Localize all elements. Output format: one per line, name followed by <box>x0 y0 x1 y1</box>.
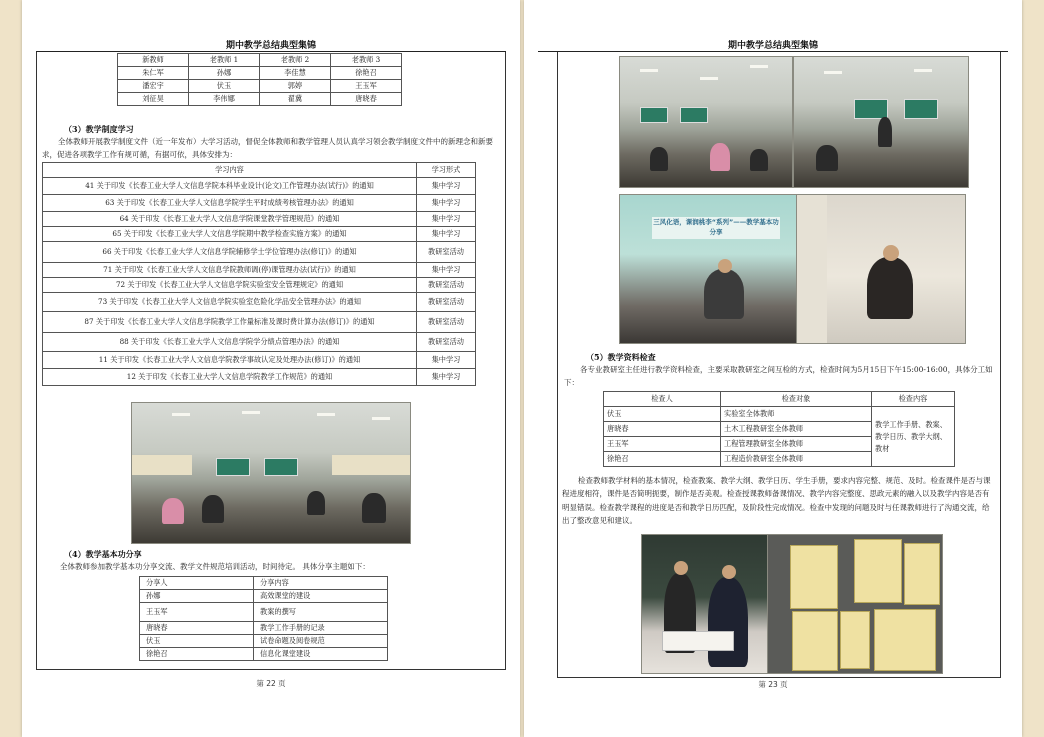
projector-screen <box>680 107 708 123</box>
head-shape <box>883 245 899 261</box>
table-row <box>118 80 402 93</box>
table-cell: 徐艳召 <box>140 648 254 661</box>
table-cell: 88 关于印发《长春工业大学人文信息学院学分绩点管理办法》的通知 <box>43 333 417 352</box>
document-shape <box>662 631 734 651</box>
table-row <box>140 603 388 622</box>
table-row <box>43 242 476 263</box>
page-number: 第 23 页 <box>758 680 788 689</box>
meeting-room-photo <box>619 56 793 188</box>
table-row <box>140 635 388 648</box>
table-cell: 72 关于印发《长春工业大学人文信息学院实验室安全管理规定》的通知 <box>43 278 417 293</box>
window-shape <box>332 455 410 475</box>
table-cell: 孙娜 <box>140 590 254 603</box>
table-cell: 伏玉 <box>189 80 260 93</box>
table-cell: 老教师 2 <box>260 54 331 67</box>
table-cell: 集中学习 <box>417 369 476 386</box>
page-number: 第 22 页 <box>256 679 286 688</box>
person-shape <box>650 147 668 171</box>
table-cell: 分享内容 <box>254 577 388 590</box>
table-row <box>118 93 402 106</box>
table-header-row <box>43 163 476 178</box>
page-header-title: 期中教学总结典型集锦 <box>225 41 316 51</box>
table-cell: 教学工作手册、教案、教学日历、教学大纲、教材 <box>872 407 955 467</box>
teaching-documents-photo <box>767 534 943 674</box>
ceiling-light-icon <box>700 77 718 80</box>
person-shape <box>878 117 892 147</box>
table-cell: 潘宏宇 <box>118 80 189 93</box>
ceiling-light-icon <box>372 417 390 420</box>
table-cell: 66 关于印发《长春工业大学人文信息学院辅修学士学位管理办法(修订)》的通知 <box>43 242 417 263</box>
table-header-row <box>604 392 955 407</box>
table-cell: 学习内容 <box>43 163 417 178</box>
table-row <box>43 352 476 369</box>
table-cell: 73 关于印发《长春工业大学人文信息学院实验室危险化学品安全管理办法》的通知 <box>43 293 417 312</box>
left-page <box>22 0 520 737</box>
mentor-pairing-table <box>117 53 402 106</box>
section-3-title: （3）教学制度学习 <box>64 124 134 134</box>
table-cell: 教研室活动 <box>417 312 476 333</box>
teacher-reading-photo <box>796 194 966 344</box>
table-cell: 唐晓春 <box>140 622 254 635</box>
table-cell: 孙娜 <box>189 67 260 80</box>
table-cell: 11 关于印发《长春工业大学人文信息学院教学事故认定及处理办法(修订)》的通知 <box>43 352 417 369</box>
person-shape <box>708 577 748 667</box>
ceiling-light-icon <box>242 411 260 414</box>
document-shape <box>840 611 870 669</box>
skill-sharing-presentation-photo <box>619 194 797 344</box>
table-row <box>140 622 388 635</box>
projector-screen <box>904 99 938 119</box>
table-row <box>43 212 476 227</box>
person-shape <box>202 495 224 523</box>
table-cell: 64 关于印发《长春工业大学人文信息学院课堂教学管理规范》的通知 <box>43 212 417 227</box>
ceiling-light-icon <box>640 69 658 72</box>
table-row <box>43 333 476 352</box>
table-row <box>43 263 476 278</box>
document-shape <box>854 539 902 603</box>
person-shape <box>162 498 184 524</box>
table-cell: 63 关于印发《长春工业大学人文信息学院学生平时成绩考核管理办法》的通知 <box>43 195 417 212</box>
inspection-assignment-table <box>603 391 955 467</box>
document-shape <box>874 609 936 671</box>
section-3-paragraph: 全体教师开展教学制度文件（近一年发布）大学习活动，督促全体教师和教学管理人员认真学习领会教学制度文件中的新理念和新要求，促进各项教学工作有规可循，有据可依，具体安排为： <box>42 137 493 159</box>
table-cell: 徐艳召 <box>604 452 721 467</box>
table-row <box>140 590 388 603</box>
table-cell: 12 关于印发《长春工业大学人文信息学院教学工作规范》的通知 <box>43 369 417 386</box>
table-row <box>43 227 476 242</box>
projector-screen <box>640 107 668 123</box>
table-cell: 翟冀 <box>260 93 331 106</box>
table-row <box>43 195 476 212</box>
table-row <box>140 648 388 661</box>
person-shape <box>750 149 768 171</box>
document-shape <box>790 545 838 609</box>
table-cell: 教研室活动 <box>417 242 476 263</box>
presentation-slide-title: 三风化语，课润桃李“系列”——教学基本功分享 <box>652 217 780 239</box>
table-cell: 教研室活动 <box>417 278 476 293</box>
section-5-details: 检查教师教学材料的基本情况，检查教案、教学大纲、教学日历、学生手册，要求内容完整、规范、及时。检查课件是否与课程进度相符，课件是否简明扼要，制作是否美观。检查授课教师备课情况、教学内容完整度、思政元素的融入以及教学内容是否有明显错误。检查教学课程的进度是否和教学日历匹配，及阶段性完成情况。检查中发现的问题及时与任课教师进行了沟通交流，给出了整改意见和建议。 <box>562 476 991 525</box>
table-cell: 李佳慧 <box>260 67 331 80</box>
table-cell: 信息化课堂建设 <box>254 648 388 661</box>
projector-screen <box>264 458 298 476</box>
person-shape <box>362 493 386 523</box>
ceiling-light-icon <box>317 413 335 416</box>
table-cell: 朱仁军 <box>118 67 189 80</box>
table-cell: 集中学习 <box>417 227 476 242</box>
right-page <box>524 0 1022 737</box>
person-shape <box>816 145 838 171</box>
head-shape <box>722 565 736 579</box>
table-cell: 伏玉 <box>140 635 254 648</box>
table-cell: 教学工作手册的记录 <box>254 622 388 635</box>
section-5-title: （5）教学资料检查 <box>586 352 656 362</box>
person-shape <box>710 143 730 171</box>
head-shape <box>674 561 688 575</box>
table-row <box>43 293 476 312</box>
table-cell: 试卷命题及阅卷规范 <box>254 635 388 648</box>
table-row <box>43 178 476 195</box>
table-row <box>43 369 476 386</box>
table-cell: 教案的撰写 <box>254 603 388 622</box>
ceiling-light-icon <box>172 413 190 416</box>
table-cell: 土木工程教研室全体教师 <box>721 422 872 437</box>
table-cell: 41 关于印发《长春工业大学人文信息学院本科毕业设计(论文)工作管理办法(试行)》的通知 <box>43 178 417 195</box>
table-cell: 李伟娜 <box>189 93 260 106</box>
table-header-row <box>140 577 388 590</box>
window-shape <box>132 455 192 475</box>
table-header-row <box>118 54 402 67</box>
table-cell: 唐晓春 <box>331 93 402 106</box>
ceiling-light-icon <box>750 65 768 68</box>
table-row <box>43 278 476 293</box>
table-cell: 新教师 <box>118 54 189 67</box>
document-shape <box>792 611 838 671</box>
regulation-study-table <box>42 162 476 386</box>
section-4-title: （4）教学基本功分享 <box>64 549 142 559</box>
person-shape <box>867 257 913 319</box>
table-cell: 65 关于印发《长春工业大学人文信息学院期中教学检查实施方案》的通知 <box>43 227 417 242</box>
table-cell: 87 关于印发《长春工业大学人文信息学院教学工作量标准及课时费计算办法(修订)》的通知 <box>43 312 417 333</box>
table-cell: 王玉军 <box>331 80 402 93</box>
table-cell: 集中学习 <box>417 195 476 212</box>
page-header-title: 期中教学总结典型集锦 <box>727 41 818 51</box>
table-cell: 学习形式 <box>417 163 476 178</box>
inspection-teachers-photo <box>641 534 768 674</box>
table-cell: 王玉军 <box>140 603 254 622</box>
table-cell: 工程管理教研室全体教师 <box>721 437 872 452</box>
section-4-paragraph: 全体教师参加教学基本功分享交流、教学文件规范培训活动，时间待定。 具体分享主题如下： <box>60 562 370 571</box>
table-cell: 刘征昊 <box>118 93 189 106</box>
table-cell: 伏玉 <box>604 407 721 422</box>
table-row <box>604 407 955 422</box>
projector-screen <box>854 99 888 119</box>
section-5-intro: 各专业教研室主任进行教学资料检查，主要采取教研室之间互检的方式，检查时间为5月15日下午15:00-16:00，具体分工如下： <box>564 365 993 387</box>
table-cell: 集中学习 <box>417 178 476 195</box>
person-shape <box>307 491 325 515</box>
table-cell: 工程造价教研室全体教师 <box>721 452 872 467</box>
person-shape <box>704 269 744 319</box>
table-cell: 集中学习 <box>417 212 476 227</box>
table-cell: 老教师 3 <box>331 54 402 67</box>
table-cell: 教研室活动 <box>417 293 476 312</box>
table-row <box>118 67 402 80</box>
table-cell: 唐晓春 <box>604 422 721 437</box>
classroom-meeting-photo <box>131 402 411 544</box>
table-row <box>43 312 476 333</box>
table-cell: 教研室活动 <box>417 333 476 352</box>
table-cell: 检查内容 <box>872 392 955 407</box>
projector-screen <box>216 458 250 476</box>
table-cell: 检查人 <box>604 392 721 407</box>
table-cell: 检查对象 <box>721 392 872 407</box>
ceiling-light-icon <box>914 69 932 72</box>
table-cell: 徐艳召 <box>331 67 402 80</box>
wall-shape <box>797 195 827 343</box>
table-cell: 分享人 <box>140 577 254 590</box>
meeting-room-photo <box>793 56 969 188</box>
table-cell: 集中学习 <box>417 352 476 369</box>
document-shape <box>904 543 940 605</box>
table-cell: 老教师 1 <box>189 54 260 67</box>
skill-sharing-table <box>139 576 388 661</box>
ceiling-light-icon <box>824 71 842 74</box>
table-cell: 王玉军 <box>604 437 721 452</box>
table-cell: 71 关于印发《长春工业大学人文信息学院教师调(停)课管理办法(试行)》的通知 <box>43 263 417 278</box>
table-cell: 实验室全体教师 <box>721 407 872 422</box>
head-shape <box>718 259 732 273</box>
table-cell: 郭婷 <box>260 80 331 93</box>
table-cell: 集中学习 <box>417 263 476 278</box>
table-cell: 高效课堂的建设 <box>254 590 388 603</box>
